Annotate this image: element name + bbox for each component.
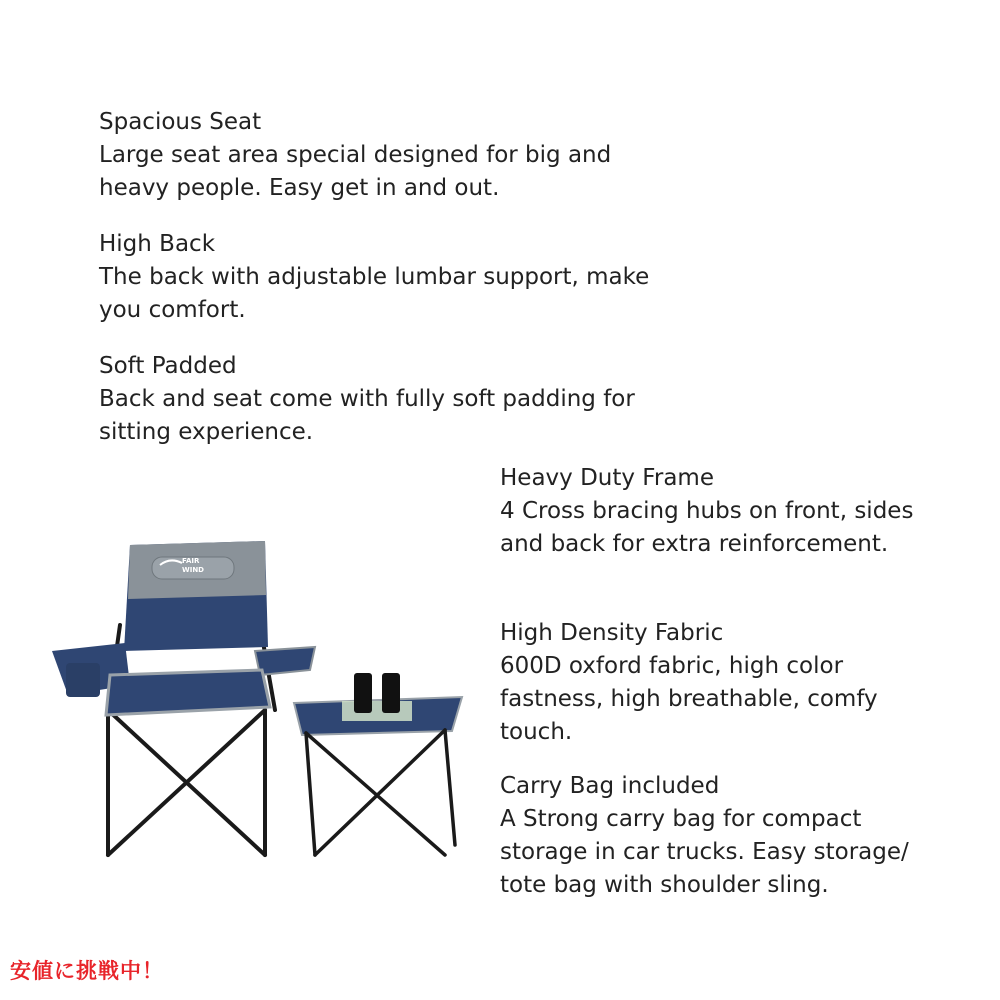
feature-description: The back with adjustable lumbar support, make you comfort. <box>99 264 650 323</box>
cup-right <box>382 673 400 713</box>
feature-spacious-seat <box>99 106 659 205</box>
feature-carry-bag <box>500 770 940 902</box>
feature-heavy-duty-frame <box>500 462 940 561</box>
feature-title: Spacious Seat <box>99 109 262 135</box>
feature-high-density-fabric <box>500 617 920 749</box>
feature-title: High Density Fabric <box>500 620 724 646</box>
feature-high-back <box>99 228 659 327</box>
feature-description: A Strong carry bag for compact storage in car trucks. Easy storage/ tote bag with shoulder sling. <box>500 806 909 898</box>
cooler-pocket <box>66 663 100 697</box>
side-table <box>294 673 462 855</box>
feature-soft-padded <box>99 350 669 449</box>
feature-description: 4 Cross bracing hubs on front, sides and back for extra reinforcement. <box>500 498 914 557</box>
table-mat <box>342 701 412 721</box>
feature-title: Soft Padded <box>99 353 237 379</box>
chair-and-table-product-image <box>40 525 480 875</box>
right-armrest <box>255 647 315 675</box>
feature-title: High Back <box>99 231 216 257</box>
svg-text:WIND: WIND <box>182 566 204 574</box>
svg-text:FAIR: FAIR <box>182 557 200 565</box>
chair-frame <box>108 625 275 855</box>
feature-title: Heavy Duty Frame <box>500 465 714 491</box>
feature-description: Large seat area special designed for big and heavy people. Easy get in and out. <box>99 142 612 201</box>
feature-description: Back and seat come with fully soft padding for sitting experience. <box>99 386 635 445</box>
feature-description: 600D oxford fabric, high color fastness, high breathable, comfy touch. <box>500 653 878 745</box>
promo-label: 安値に挑戦中！ <box>10 959 164 983</box>
feature-title: Carry Bag included <box>500 773 720 799</box>
cup-left <box>354 673 372 713</box>
chair-seat <box>106 670 270 715</box>
